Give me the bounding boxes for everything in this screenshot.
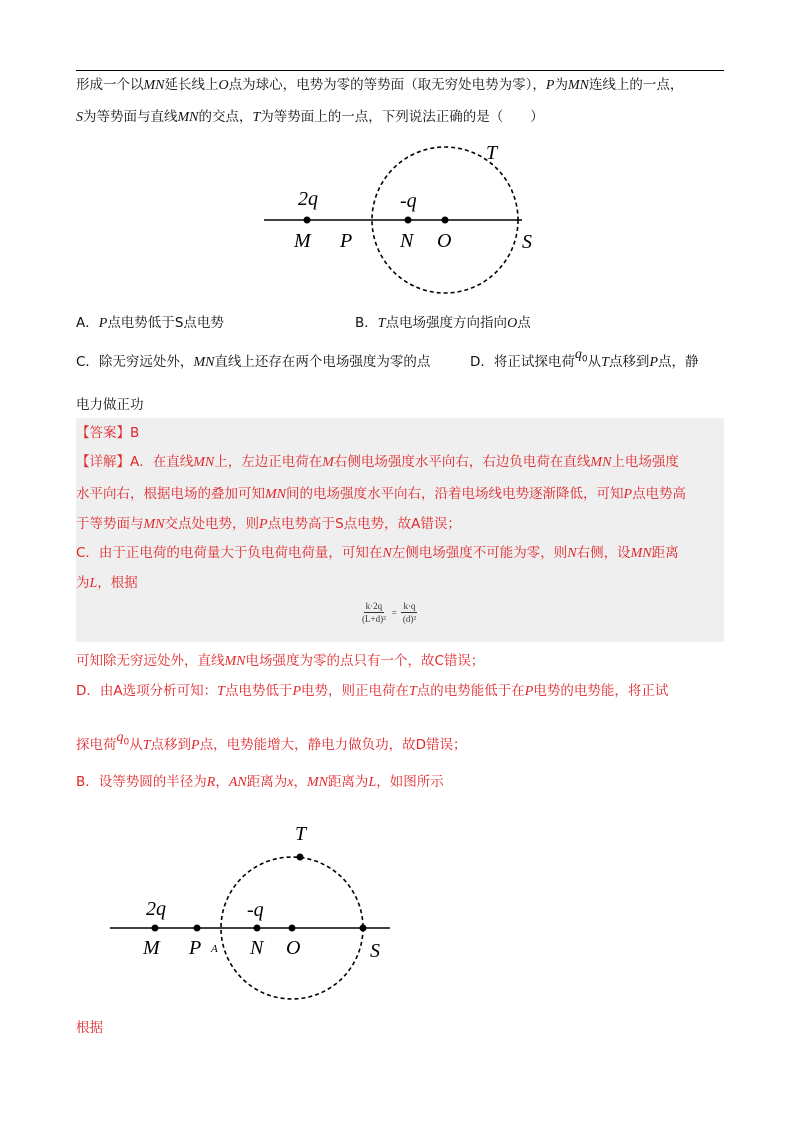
detail-c-line-2: 为L，根据 <box>76 575 138 591</box>
label-n: N <box>400 230 414 252</box>
footer-text: 根据 <box>76 1020 103 1036</box>
option-d-line-2: 电力做正功 <box>76 397 144 413</box>
detail-d-line-2: 探电荷$q_0$从T点移到P点，电势能增大，静电力做负功，故D错误； <box>76 730 467 753</box>
detail-a-line-1: 【详解】A．在直线MN上，左边正电荷在M右侧电场强度水平向右，右边负电荷在直线MN上电场强度 <box>76 454 679 470</box>
label-a-2: A <box>211 943 218 955</box>
label-neg-q: -q <box>400 190 417 212</box>
point-o-2 <box>289 925 296 932</box>
label-m: M <box>294 230 311 252</box>
question-line-2: S为等势面与直线MN的交点，T为等势面上的一点，下列说法正确的是（ ） <box>76 109 544 125</box>
point-s-2 <box>360 925 367 932</box>
label-2q-2: 2q <box>146 898 166 920</box>
point-p-2 <box>194 925 201 932</box>
detail-b-line-1: B．设等势圆的半径为R，AN距离为x，MN距离为L，如图所示 <box>76 774 444 790</box>
detail-a-line-2: 水平向右，根据电场的叠加可知MN间的电场强度水平向右，沿着电场线电势逐渐降低，可知P点电势高 <box>76 486 687 502</box>
detail-c-line-1: C．由于正电荷的电荷量大于负电荷电荷量，可知在N左侧电场强度不可能为零，则N右侧，设MN距离 <box>76 545 679 561</box>
detail-d-line-1: D．由A选项分析可知：T点电势低于P电势，则正电荷在T点的电势能低于在P电势的电势能，将正试 <box>76 683 669 699</box>
figure-1-diagram <box>250 135 550 305</box>
conclusion-c: 可知除无穷远处外，直线MN电场强度为零的点只有一个，故C错误； <box>76 653 485 669</box>
point-t <box>297 854 304 861</box>
label-p-2: P <box>189 937 202 959</box>
question-line-1: 形成一个以MN延长线上O点为球心，电势为零的等势面（取无穷处电势为零），P为MN连线上的一点， <box>76 77 684 93</box>
answer-label: 【答案】B <box>76 425 140 441</box>
label-n-2: N <box>250 937 264 959</box>
label-o-2: O <box>286 937 301 959</box>
figure-2-diagram <box>100 815 420 1015</box>
label-neg-q-2: -q <box>247 899 264 921</box>
label-t: T <box>486 142 498 164</box>
option-c: C．除无穷远处外，MN直线上还存在两个电场强度为零的点 <box>76 354 431 370</box>
label-s: S <box>522 231 532 253</box>
field-balance-formula: $\frac{k\cdot 2q}{\text{(L+d)²}}$ = $\frac{k\cdot q}{\text{(d)²}}$ <box>362 601 417 624</box>
detail-a-line-3: 于等势面与MN交点处电势，则P点电势高于S点电势，故A错误； <box>76 516 461 532</box>
label-t-2: T <box>295 823 307 845</box>
point-n <box>405 217 412 224</box>
option-a: A．P点电势低于S点电势 <box>76 315 224 331</box>
option-b: B．T点电场强度方向指向O点 <box>355 315 531 331</box>
label-m-2: M <box>143 937 160 959</box>
top-rule <box>76 70 724 71</box>
point-n-2 <box>254 925 261 932</box>
point-m <box>304 217 311 224</box>
option-d-line-1: D．将正试探电荷$q_0$从T点移到P点，静 <box>470 347 699 370</box>
point-o <box>442 217 449 224</box>
label-p: P <box>340 230 353 252</box>
label-o: O <box>437 230 452 252</box>
label-s-2: S <box>370 940 380 962</box>
label-2q: 2q <box>298 188 318 210</box>
point-m-2 <box>152 925 159 932</box>
